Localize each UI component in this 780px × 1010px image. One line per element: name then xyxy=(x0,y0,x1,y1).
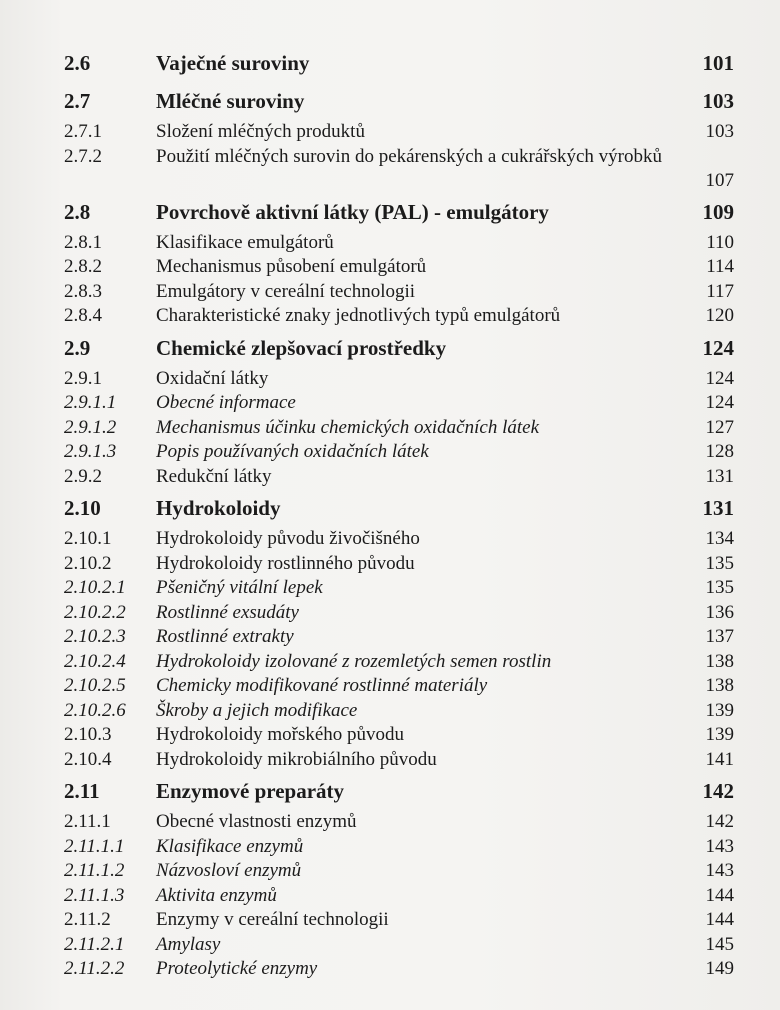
toc-entry-row xyxy=(0,576,780,601)
entry-number: 2.8.1 xyxy=(64,231,102,253)
entry-title: Proteolytické enzymy xyxy=(156,958,318,979)
entry-number: 2.10.2.4 xyxy=(64,650,126,672)
toc-entry-row xyxy=(0,120,780,145)
entry-page-number: 149 xyxy=(705,958,734,979)
entry-title: Mechanismus působení emulgátorů xyxy=(156,256,427,277)
entry-title: Aktivita enzymů xyxy=(156,884,277,906)
entry-page-number: 142 xyxy=(705,811,734,832)
toc-entry-row xyxy=(0,465,780,490)
entry-page-number: 139 xyxy=(705,699,734,721)
toc-entry-row xyxy=(0,304,780,329)
toc-entry-row xyxy=(0,957,780,982)
toc-section-row xyxy=(0,489,780,527)
entry-page-number: 131 xyxy=(702,496,734,520)
entry-number: 2.8.2 xyxy=(64,256,102,277)
entry-title: Obecné informace xyxy=(156,392,296,413)
entry-page-number: 135 xyxy=(705,577,734,598)
entry-title: Chemicky modifikované rostlinné materiály xyxy=(156,675,488,696)
entry-number: 2.9.2 xyxy=(64,465,102,487)
entry-page-number: 114 xyxy=(706,256,734,277)
entry-page-number: 136 xyxy=(705,601,734,623)
toc-section-row xyxy=(0,193,780,231)
entry-number: 2.9.1.3 xyxy=(64,441,117,462)
entry-page-number: 107 xyxy=(705,169,734,191)
toc-section-row xyxy=(0,772,780,810)
entry-number: 2.9.1.2 xyxy=(64,416,117,438)
entry-title: Oxidační látky xyxy=(156,367,269,389)
entry-number: 2.10.4 xyxy=(64,748,112,770)
entry-page-number: 143 xyxy=(705,835,734,857)
entry-title: Názvosloví enzymů xyxy=(156,860,302,881)
toc-entry-row xyxy=(0,625,780,650)
entry-title: Složení mléčných produktů xyxy=(156,121,365,142)
entry-number: 2.10.2.5 xyxy=(64,675,126,696)
toc-section-row xyxy=(0,44,780,82)
entry-title: Chemické zlepšovací prostředky xyxy=(156,335,447,360)
toc-entry-row xyxy=(0,908,780,933)
entry-page-number: 127 xyxy=(705,416,734,438)
entry-page-number: 145 xyxy=(705,933,734,955)
toc-entry-row xyxy=(0,884,780,909)
entry-number: 2.9.1 xyxy=(64,367,102,389)
toc-entry-row xyxy=(0,367,780,392)
entry-title: Povrchově aktivní látky (PAL) - emulgátory xyxy=(156,199,549,224)
entry-number: 2.11.2.1 xyxy=(64,933,125,955)
entry-number: 2.11.1.2 xyxy=(64,860,125,881)
toc-entry-row xyxy=(0,933,780,958)
toc-entry-row xyxy=(0,416,780,441)
entry-number: 2.10 xyxy=(64,496,101,520)
entry-number: 2.10.2.6 xyxy=(64,699,126,721)
entry-page-number: 131 xyxy=(705,465,734,487)
entry-page-number: 101 xyxy=(702,51,734,75)
entry-page-number: 138 xyxy=(705,650,734,672)
toc-entry-row xyxy=(0,835,780,860)
entry-title: Hydrokoloidy původu živočišného xyxy=(156,528,420,549)
entry-page-number: 110 xyxy=(706,231,734,253)
entry-number: 2.7.1 xyxy=(64,121,102,142)
entry-page-number: 138 xyxy=(705,675,734,696)
entry-page-number: 124 xyxy=(705,367,734,389)
entry-title: Hydrokoloidy izolované z rozemletých semen rostlin xyxy=(156,650,552,672)
entry-number: 2.10.2.2 xyxy=(64,601,126,623)
entry-number: 2.10.2.3 xyxy=(64,626,126,647)
toc-entry-row xyxy=(0,650,780,675)
entry-page-number: 142 xyxy=(702,779,734,803)
entry-page-number: 144 xyxy=(705,884,734,906)
entry-number: 2.6 xyxy=(64,51,91,75)
toc-entry-row xyxy=(0,552,780,577)
entry-title: Enzymové preparáty xyxy=(156,779,345,803)
toc-entry-row xyxy=(0,145,780,193)
toc-entry-row xyxy=(0,440,780,465)
entry-page-number: 144 xyxy=(705,909,734,930)
entry-title: Redukční látky xyxy=(156,465,272,487)
entry-title: Použití mléčných surovin do pekárenských a cukrářských výrobků xyxy=(156,145,663,167)
entry-title: Hydrokoloidy rostlinného původu xyxy=(156,552,415,574)
entry-number: 2.10.2.1 xyxy=(64,577,126,598)
entry-number: 2.11.1 xyxy=(64,811,111,832)
entry-title: Rostlinné exsudáty xyxy=(156,601,299,623)
entry-title: Vaječné suroviny xyxy=(156,51,310,75)
toc-entry-row xyxy=(0,601,780,626)
entry-page-number: 128 xyxy=(705,441,734,462)
entry-number: 2.10.2 xyxy=(64,552,112,574)
entry-title: Popis používaných oxidačních látek xyxy=(156,441,429,462)
entry-title: Obecné vlastnosti enzymů xyxy=(156,811,357,832)
entry-number: 2.10.3 xyxy=(64,724,112,745)
entry-page-number: 137 xyxy=(705,626,734,647)
entry-title: Klasifikace emulgátorů xyxy=(156,231,334,253)
toc-section-row xyxy=(0,82,780,120)
entry-title: Pšeničný vitální lepek xyxy=(156,577,323,598)
entry-number: 2.9.1.1 xyxy=(64,392,117,413)
entry-number: 2.8.3 xyxy=(64,280,102,302)
toc-entry-row xyxy=(0,810,780,835)
entry-title: Mléčné suroviny xyxy=(156,89,305,113)
entry-number: 2.7 xyxy=(64,89,91,113)
entry-page-number: 135 xyxy=(705,552,734,574)
entry-title: Charakteristické znaky jednotlivých typů emulgátorů xyxy=(156,305,561,326)
entry-number: 2.11.2 xyxy=(64,909,111,930)
entry-number: 2.8.4 xyxy=(64,305,102,326)
entry-page-number: 103 xyxy=(702,89,734,113)
entry-number: 2.9 xyxy=(64,335,91,360)
toc-entry-row xyxy=(0,748,780,773)
toc-entry-row xyxy=(0,699,780,724)
toc-section-row xyxy=(0,329,780,367)
entry-title: Škroby a jejich modifikace xyxy=(156,699,358,721)
entry-title: Amylasy xyxy=(156,933,221,955)
toc-entry-row xyxy=(0,280,780,305)
entry-number: 2.11.1.1 xyxy=(64,835,125,857)
entry-page-number: 103 xyxy=(705,121,734,142)
entry-number: 2.11.1.3 xyxy=(64,884,125,906)
entry-title: Enzymy v cereální technologii xyxy=(156,909,389,930)
entry-title: Klasifikace enzymů xyxy=(156,835,304,857)
toc-entry-row xyxy=(0,391,780,416)
table-of-contents xyxy=(0,44,780,982)
entry-number: 2.10.1 xyxy=(64,528,112,549)
entry-page-number: 124 xyxy=(705,392,734,413)
entry-title: Emulgátory v cereální technologii xyxy=(156,280,416,302)
entry-page-number: 117 xyxy=(706,280,734,302)
entry-number: 2.7.2 xyxy=(64,145,102,167)
entry-page-number: 143 xyxy=(705,860,734,881)
toc-entry-row xyxy=(0,723,780,748)
toc-entry-row xyxy=(0,859,780,884)
toc-entry-row xyxy=(0,527,780,552)
entry-page-number: 120 xyxy=(705,305,734,326)
entry-title: Hydrokoloidy xyxy=(156,496,281,520)
entry-number: 2.11.2.2 xyxy=(64,958,125,979)
entry-page-number: 141 xyxy=(705,748,734,770)
toc-entry-row xyxy=(0,674,780,699)
toc-entry-row xyxy=(0,231,780,256)
entry-title: Mechanismus účinku chemických oxidačních látek xyxy=(156,416,540,438)
entry-page-number: 134 xyxy=(705,528,734,549)
entry-page-number: 124 xyxy=(702,335,734,360)
entry-title: Hydrokoloidy mořského původu xyxy=(156,724,405,745)
entry-title: Hydrokoloidy mikrobiálního původu xyxy=(156,748,437,770)
entry-page-number: 139 xyxy=(705,724,734,745)
entry-title: Rostlinné extrakty xyxy=(156,626,294,647)
toc-entry-row xyxy=(0,255,780,280)
entry-number: 2.8 xyxy=(64,199,91,224)
entry-page-number: 109 xyxy=(702,199,734,224)
entry-number: 2.11 xyxy=(64,779,100,803)
